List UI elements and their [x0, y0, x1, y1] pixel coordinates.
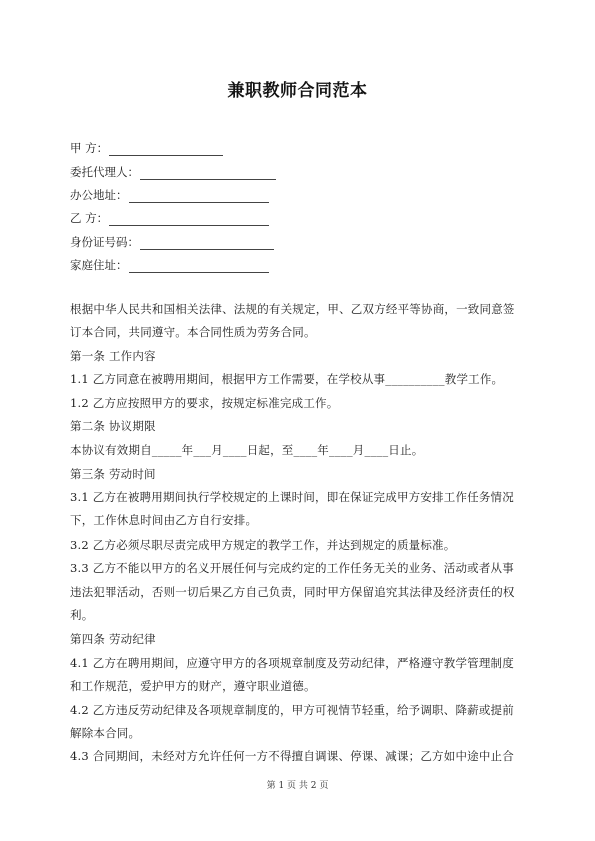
- agent-blank: [140, 167, 276, 180]
- clause-3-3-line-1: 3.3 乙方不能以甲方的名义开展任何与完成约定的工作任务无关的业务、活动或者从事: [70, 561, 514, 575]
- clause-3-2: 3.2 乙方必须尽职尽责完成甲方规定的教学工作，并达到规定的质量标准。: [70, 538, 456, 552]
- clause-3-3-line-3: 利。: [70, 608, 94, 622]
- agent-field: [70, 164, 276, 180]
- party-b-label: 乙 方：: [70, 211, 109, 225]
- clause-3-1-line-2: 下，工作休息时间由乙方自行安排。: [70, 513, 258, 527]
- clause-3-1-line-1: 3.1 乙方在被聘用期间执行学校规定的上课时间，即在保证完成甲方安排工作任务情况: [70, 490, 514, 504]
- article-2-heading: 第二条 协议期限: [70, 419, 156, 433]
- article-1-heading: 第一条 工作内容: [70, 349, 156, 363]
- clause-4-2-line-2: 解除本合同。: [70, 726, 141, 740]
- id-number-field: [70, 234, 274, 250]
- clause-3-3-line-2: 违法犯罪活动，否则一切后果乙方自己负责，同时甲方保留追究其法律及经济责任的权: [70, 585, 515, 599]
- office-label: 办公地址：: [70, 188, 128, 202]
- home-blank: [129, 260, 269, 273]
- party-b-field: [70, 210, 269, 226]
- party-a-label: 甲 方：: [70, 141, 109, 155]
- article-3-heading: 第三条 劳动时间: [70, 467, 156, 481]
- clause-4-1-line-2: 和工作规范，爱护甲方的财产，遵守职业道德。: [70, 679, 316, 693]
- clause-1-2: 1.2 乙方应按照甲方的要求，按规定标准完成工作。: [70, 396, 339, 410]
- party-a-field: [70, 140, 223, 156]
- page-footer: 第 1 页 共 2 页: [266, 781, 329, 791]
- party-a-blank: [109, 143, 223, 156]
- agent-label: 委托代理人：: [70, 165, 139, 179]
- office-field: [70, 187, 269, 203]
- office-blank: [129, 190, 269, 203]
- clause-4-1-line-1: 4.1 乙方在聘用期间，应遵守甲方的各项规章制度及劳动纪律，严格遵守教学管理制度: [70, 656, 514, 670]
- intro-line-2: 订本合同，共同遵守。本合同性质为劳务合同。: [70, 325, 316, 339]
- article-4-heading: 第四条 劳动纪律: [70, 632, 156, 646]
- id-number-blank: [140, 237, 274, 250]
- id-number-label: 身份证号码：: [70, 235, 139, 249]
- home-label: 家庭住址：: [70, 258, 128, 272]
- clause-2-1: 本协议有效期自_____年___月____日起，至____年____月____日止。: [70, 443, 424, 457]
- document-title: 兼职教师合同范本: [227, 81, 368, 101]
- intro-line-1: 根据中华人民共和国相关法律、法规的有关规定，甲、乙双方经平等协商，一致同意签: [70, 302, 515, 316]
- clause-4-3-line-1: 4.3 合同期间，未经对方允许任何一方不得擅自调课、停课、减课；乙方如中途中止合: [70, 749, 514, 763]
- clause-4-2-line-1: 4.2 乙方违反劳动纪律及各项规章制度的，甲方可视情节轻重，给予调职、降薪或提前: [70, 703, 514, 717]
- party-b-blank: [109, 213, 269, 226]
- home-field: [70, 257, 269, 273]
- clause-1-1: 1.1 乙方同意在被聘用期间，根据甲方工作需要，在学校从事__________教学工作。: [70, 372, 504, 386]
